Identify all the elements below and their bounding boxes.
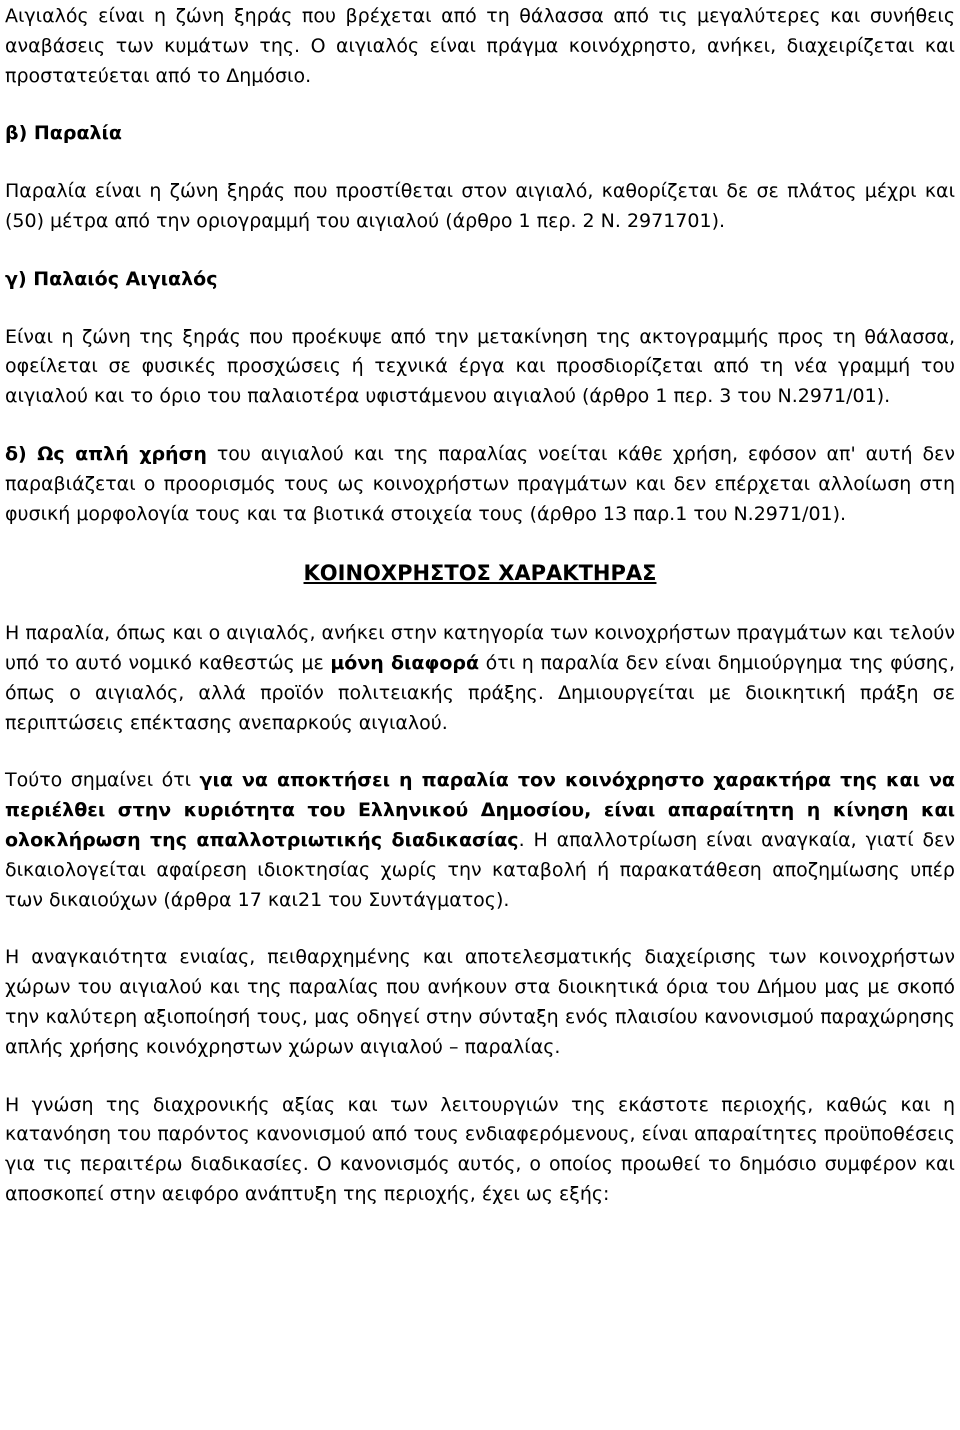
intro-text: Αιγιαλός είναι η ζώνη ξηράς που βρέχεται από τη θάλασσα από τις μεγαλύτερες και συνήθεις αναβάσεις των κυμάτων της. Ο αιγιαλός είναι πράγμα κοινόχρηστο, ανήκει, διαχειρίζεται και προστατεύεται από το Δημόσιο. bbox=[5, 5, 955, 87]
p1-bold: μόνη διαφορά bbox=[330, 651, 480, 674]
paragraph-management bbox=[5, 943, 955, 1062]
paragraph-beach-category bbox=[5, 619, 955, 738]
paragraph-expropriation bbox=[5, 766, 955, 915]
p3-text: Η αναγκαιότητα ενιαίας, πειθαρχημένης και αποτελεσματικής διαχείρισης των κοινοχρήστων χώρων του αιγιαλού και της παραλίας που ανήκουν στα διοικητικά όρια του Δήμου μας με σκοπό την καλύτερη αξιοποίησή τους, μας οδηγεί στην σύνταξη ενός πλαισίου κανονισμού παραχώρησης απλής χρήσης κοινόχρηστων χώρων αιγιαλού – παραλίας. bbox=[5, 946, 955, 1058]
section-c-heading: γ) Παλαιός Αιγιαλός bbox=[5, 267, 218, 290]
section-c-text: Είναι η ζώνη της ξηράς που προέκυψε από την μετακίνηση της ακτογραμμής προς τη θάλασσα, οφείλεται σε φυσικές προσχώσεις ή τεχνικά έργα και προσδιορίζεται από τη νέα γραμμή του αιγιαλού και το όριο του παλαιοτέρα υφιστάμενου αιγιαλού (άρθρο 1 περ. 3 του Ν.2971/01). bbox=[5, 325, 955, 408]
p2-bold: για να αποκτήσει η παραλία τον κοινόχρηστο χαρακτήρα της και να περιέλθει στην κυριότητα του Ελληνικού Δημοσίου, είναι απαραίτητη η κίνηση και ολοκλήρωση της απαλλοτριωτικής διαδικασίας bbox=[5, 769, 955, 851]
section-b-paragraph bbox=[5, 177, 955, 237]
p1-text-a: Η παραλία, όπως και ο αιγιαλός, ανήκει στην κατηγορία των κοινοχρήστων πραγμάτων και τελούν υπό το αυτό νομικό καθεστώς με bbox=[5, 622, 955, 674]
section-b-text: Παραλία είναι η ζώνη ξηράς που προστίθεται στον αιγιαλό, καθορίζεται δε σε πλάτος μέχρι και (50) μέτρα από την οριογραμμή του αιγιαλού (άρθρο 1 περ. 2 Ν. 2971701). bbox=[5, 180, 955, 232]
section-title: ΚΟΙΝΟΧΡΗΣΤΟΣ ΧΑΡΑΚΤΗΡΑΣ bbox=[303, 561, 657, 586]
section-d-text: του αιγιαλού και της παραλίας νοείται κάθε χρήση, εφόσον απ' αυτή δεν παραβιάζεται ο προορισμός τους ως κοινοχρήστων πραγμάτων και δεν επέρχεται αλλοίωση στη φυσική μορφολογία τους και τα βιοτικά στοιχεία τους (άρθρο 13 παρ.1 του Ν.2971/01). bbox=[5, 442, 955, 525]
p2-text-b: . Η απαλλοτρίωση είναι αναγκαία, γιατί δεν δικαιολογείται αφαίρεση ιδιοκτησίας χωρίς την καταβολή ή παρακατάθεση αποζημίωσης υπέρ των δικαιούχων (άρθρα 17 και21 του Συντάγματος). bbox=[5, 828, 955, 911]
paragraph-regulation bbox=[5, 1091, 955, 1210]
section-d-paragraph bbox=[5, 440, 955, 529]
section-d-lead: δ) Ως απλή χρήση bbox=[5, 442, 207, 465]
intro-paragraph bbox=[5, 2, 955, 91]
p1-text-b: ότι η παραλία δεν είναι δημιούργημα της φύσης, όπως ο αιγιαλός, αλλά προϊόν πολιτειακής πράξης. Δημιουργείται με διοικητική πράξη σε περιπτώσεις επέκτασης ανεπαρκούς αιγιαλού. bbox=[5, 651, 955, 734]
p2-text-a: Τούτο σημαίνει ότι bbox=[5, 769, 200, 792]
section-b-heading: β) Παραλία bbox=[5, 122, 122, 145]
p4-text: Η γνώση της διαχρονικής αξίας και των λειτουργιών της εκάστοτε περιοχής, καθώς και η κατανόηση του παρόντος κανονισμού από τους ενδιαφερόμενους, είναι απαραίτητες προϋποθέσεις για τις περαιτέρω διαδικασίες. Ο κανονισμός αυτός, ο οποίος προωθεί το δημόσιο συμφέρον και αποσκοπεί στην αειφόρο ανάπτυξη της περιοχής, έχει ως εξής: bbox=[5, 1093, 955, 1205]
section-c-paragraph bbox=[5, 323, 955, 412]
